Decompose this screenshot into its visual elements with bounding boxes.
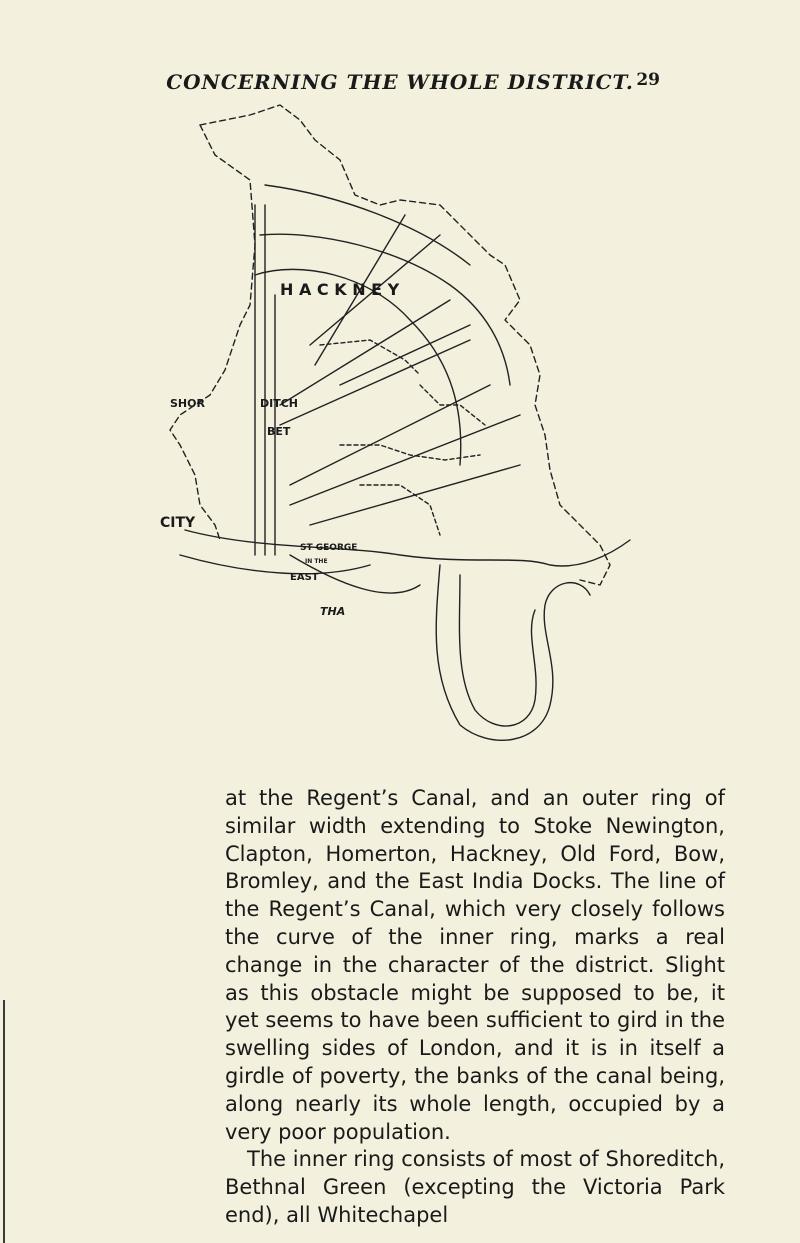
parish-4 (360, 485, 440, 535)
district-map (140, 85, 650, 755)
road-8 (340, 325, 470, 385)
map-label-st-george: ST GEORGE (300, 543, 358, 553)
map-label-city: CITY (160, 515, 196, 531)
page-edge-rule (3, 1000, 5, 1243)
map-label-in-the: IN THE (305, 558, 328, 565)
parish-3 (420, 385, 485, 425)
road-2 (280, 340, 470, 425)
thames-south-bank (180, 555, 370, 574)
outer-ring (265, 185, 470, 265)
road-4 (290, 415, 520, 505)
thames-north-bank (185, 530, 630, 566)
map-label-bethnal: BET (267, 425, 291, 438)
page-number: 29 (636, 70, 660, 90)
outer-boundary (200, 105, 610, 585)
west-boundary (170, 125, 255, 540)
paragraph-1: at the Regent’s Canal, and an outer ring of similar width extending to Stoke Newington, Clapton, Homerton, Hackney, Old Ford, Bow, Bromley, and the East India Docks. The line of the Regent’s Canal, which very closely follows the curve of the inner ring, marks a real change in the character of the district. Slight as this obstacle might be supposed to be, it yet seems to have been sufficient to gird in the swelling sides of London, and it is in itself a girdle of poverty, the banks of the canal being, along nearly its whole length, occupied by a very poor population. (225, 786, 725, 1144)
map-label-shoreditch-left: SHOR (170, 397, 205, 410)
map-label-thames: THA (320, 605, 346, 618)
isle-of-dogs-inner (459, 575, 536, 726)
map-label-hackney: H A C K N E Y (280, 280, 400, 299)
middle-ring (260, 234, 510, 385)
road-1 (280, 300, 450, 405)
map-label-east: EAST (290, 572, 319, 583)
running-title: CONCERNING THE WHOLE DISTRICT. (166, 70, 634, 94)
district-map-drawing (140, 85, 650, 755)
map-label-shoreditch-right: DITCH (260, 397, 299, 410)
paragraph-2: The inner ring consists of most of Shoreditch, Bethnal Green (excepting the Victoria Park end), all Whitechapel (225, 1147, 725, 1227)
body-text (225, 785, 725, 1230)
